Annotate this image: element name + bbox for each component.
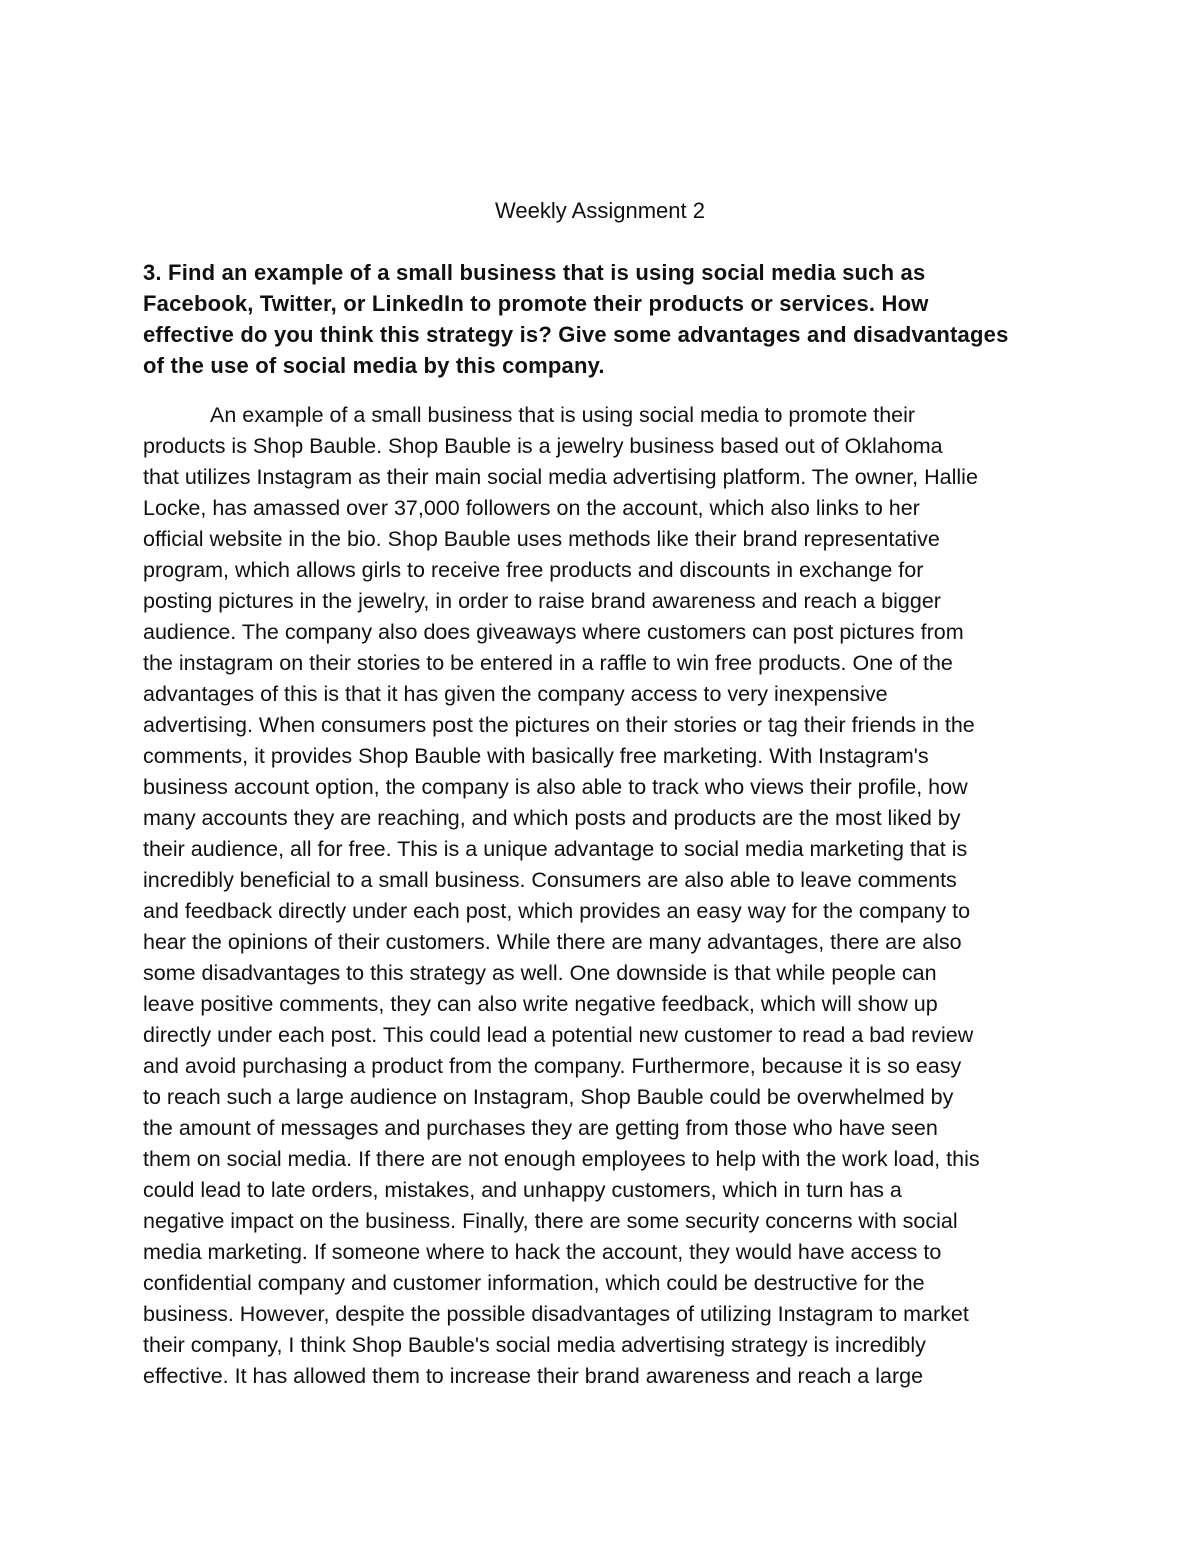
answer-line: that utilizes Instagram as their main social media advertising platform. The owner, Hallie: [143, 465, 978, 489]
answer-line: could lead to late orders, mistakes, and unhappy customers, which in turn has a: [143, 1178, 902, 1202]
answer-line: their company, I think Shop Bauble's social media advertising strategy is incredibly: [143, 1333, 926, 1357]
answer-line: the amount of messages and purchases they are getting from those who have seen: [143, 1116, 938, 1140]
question-line: Facebook, Twitter, or LinkedIn to promote their products or services. How: [143, 291, 929, 316]
answer-line: official website in the bio. Shop Bauble uses methods like their brand representative: [143, 527, 940, 551]
answer-line: advantages of this is that it has given the company access to very inexpensive: [143, 682, 888, 706]
question-prompt: [143, 257, 1063, 381]
answer-line: directly under each post. This could lead a potential new customer to read a bad review: [143, 1023, 974, 1047]
question-line: of the use of social media by this company.: [143, 353, 605, 378]
answer-line: business account option, the company is also able to track who views their profile, how: [143, 775, 968, 799]
answer-line: advertising. When consumers post the pictures on their stories or tag their friends in the: [143, 713, 975, 737]
answer-line: Locke, has amassed over 37,000 followers on the account, which also links to her: [143, 496, 920, 520]
answer-line: An example of a small business that is using social media to promote their: [210, 403, 916, 427]
answer-line: hear the opinions of their customers. While there are many advantages, there are also: [143, 930, 962, 954]
answer-line: audience. The company also does giveaways where customers can post pictures from: [143, 620, 964, 644]
answer-line: leave positive comments, they can also write negative feedback, which will show up: [143, 992, 938, 1016]
answer-line: incredibly beneficial to a small business. Consumers are also able to leave comments: [143, 868, 957, 892]
question-line: effective do you think this strategy is? Give some advantages and disadvantages: [143, 322, 1009, 347]
answer-line: business. However, despite the possible disadvantages of utilizing Instagram to market: [143, 1302, 969, 1326]
answer-line: to reach such a large audience on Instagram, Shop Bauble could be overwhelmed by: [143, 1085, 954, 1109]
answer-line: products is Shop Bauble. Shop Bauble is a jewelry business based out of Oklahoma: [143, 434, 943, 458]
question-line: 3. Find an example of a small business that is using social media such as: [143, 260, 926, 285]
document-title: Weekly Assignment 2: [495, 198, 705, 223]
answer-line: negative impact on the business. Finally, there are some security concerns with social: [143, 1209, 958, 1233]
answer-line: comments, it provides Shop Bauble with basically free marketing. With Instagram's: [143, 744, 929, 768]
answer-line: them on social media. If there are not enough employees to help with the work load, this: [143, 1147, 980, 1171]
answer-line: media marketing. If someone where to hack the account, they would have access to: [143, 1240, 942, 1264]
answer-line: and feedback directly under each post, which provides an easy way for the company to: [143, 899, 971, 923]
answer-line: program, which allows girls to receive free products and discounts in exchange for: [143, 558, 924, 582]
answer-line: their audience, all for free. This is a unique advantage to social media marketing that is: [143, 837, 968, 861]
answer-line: posting pictures in the jewelry, in order to raise brand awareness and reach a bigger: [143, 589, 941, 613]
answer-line: and avoid purchasing a product from the company. Furthermore, because it is so easy: [143, 1054, 962, 1078]
answer-line: effective. It has allowed them to increase their brand awareness and reach a large: [143, 1364, 924, 1388]
answer-paragraph: [143, 400, 1073, 1392]
answer-line: some disadvantages to this strategy as well. One downside is that while people can: [143, 961, 937, 985]
answer-line: many accounts they are reaching, and which posts and products are the most liked by: [143, 806, 961, 830]
answer-line: confidential company and customer information, which could be destructive for the: [143, 1271, 925, 1295]
answer-line: the instagram on their stories to be entered in a raffle to win free products. One of the: [143, 651, 953, 675]
